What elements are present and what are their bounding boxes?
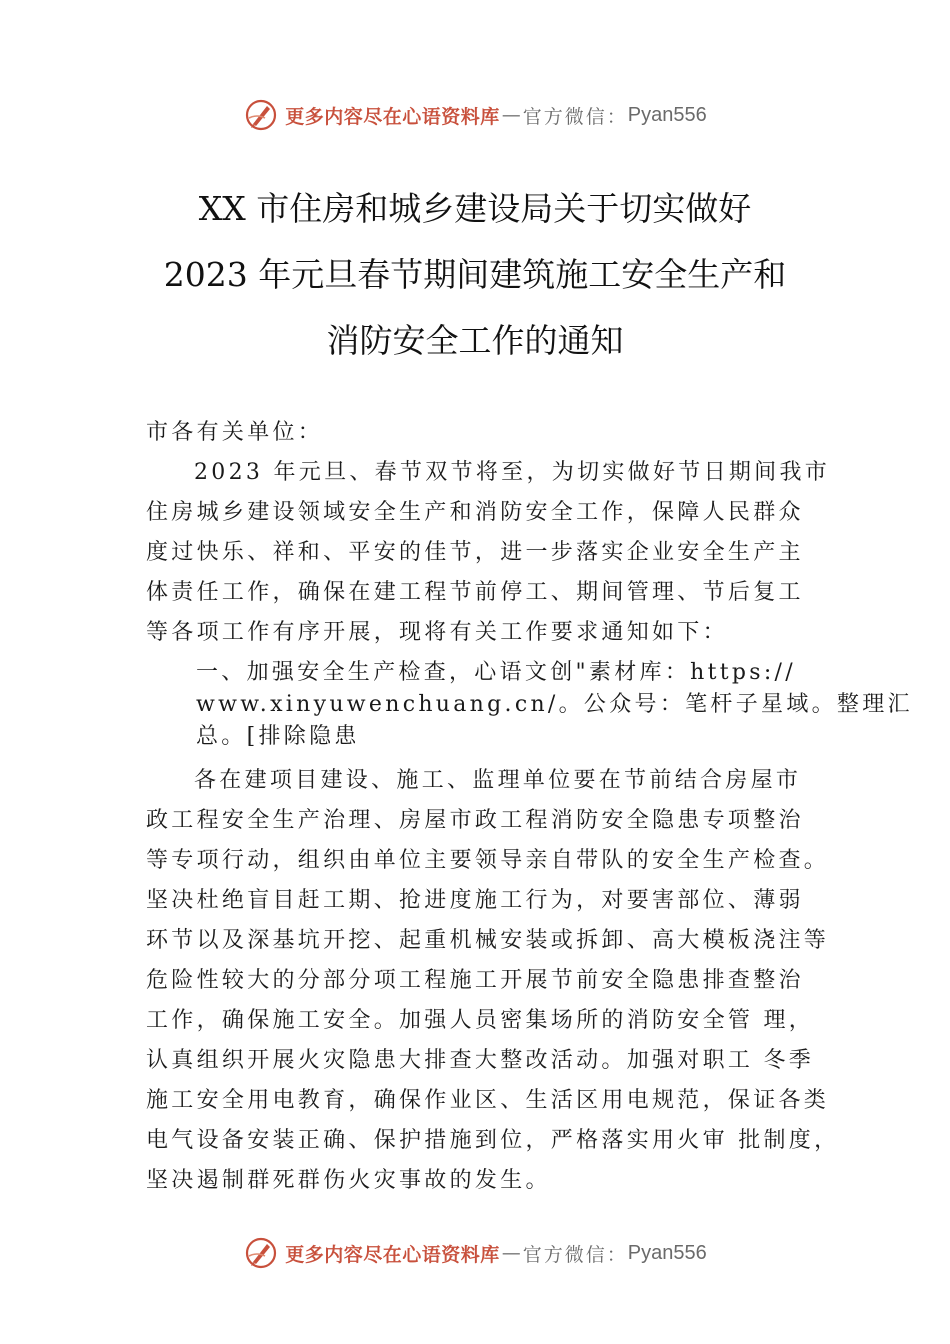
title-line-3: 消防安全工作的通知	[326, 321, 624, 360]
section-heading-line: 总。[排除隐患	[196, 724, 360, 749]
intro-line: 度过快乐、祥和、平安的佳节，进一步落实企业安全生产主	[146, 540, 804, 565]
paragraph-line: 各在建项目建设、施工、监理单位要在节前结合房屋市	[194, 768, 802, 793]
watermark-brand: 更多内容尽在心语资料库	[285, 1243, 500, 1266]
section-heading-line: www.xinyuwenchuang.cn/。公众号：笔杆子星域。整理汇	[196, 692, 913, 717]
intro-line: 等各项工作有序开展，现将有关工作要求通知如下：	[146, 620, 728, 645]
intro-line: 体责任工作，确保在建工程节前停工、期间管理、节后复工	[146, 580, 804, 605]
watermark-brand: 更多内容尽在心语资料库	[285, 105, 500, 128]
watermark-footer	[0, 1233, 950, 1273]
salutation: 市各有关单位：	[146, 420, 324, 445]
watermark-dash: —	[501, 1242, 521, 1264]
paragraph-line: 政工程安全生产治理、房屋市政工程消防安全隐患专项整治	[146, 808, 804, 833]
title-line-2: 2023 年元旦春节期间建筑施工安全生产和	[163, 255, 787, 294]
paragraph-line: 施工安全用电教育，确保作业区、生活区用电规范，保证各类	[146, 1088, 830, 1113]
watermark-wechat-id: Pyan556	[627, 103, 707, 126]
paragraph-line: 坚决遏制群死群伤火灾事故的发生。	[146, 1168, 551, 1193]
paragraph-line: 坚决杜绝盲目赶工期、抢进度施工行为，对要害部位、薄弱	[146, 888, 804, 913]
pen-logo-icon	[243, 97, 279, 133]
title-line-1: XX 市住房和城乡建设局关于切实做好	[198, 189, 752, 228]
watermark-header	[0, 95, 950, 135]
paragraph-line: 认真组织开展火灾隐患大排查大整改活动。加强对职工 冬季	[146, 1048, 815, 1073]
paragraph-line: 危险性较大的分部分项工程施工开展节前安全隐患排查整治	[146, 968, 804, 993]
watermark-dash: —	[501, 104, 521, 126]
document-title	[0, 176, 950, 374]
section-heading-line: 一、加强安全生产检查，心语文创"素材库：https://	[196, 660, 796, 685]
intro-line: 住房城乡建设领域安全生产和消防安全工作，保障人民群众	[146, 500, 804, 525]
watermark-wechat-label: 官方微信：	[522, 1243, 628, 1266]
watermark-wechat-label: 官方微信：	[522, 105, 628, 128]
paragraph-line: 电气设备安装正确、保护措施到位，严格落实用火审 批制度，	[146, 1128, 840, 1153]
document-body	[146, 413, 913, 1201]
paragraph-line: 等专项行动，组织由单位主要领导亲自带队的安全生产检查。	[146, 848, 830, 873]
paragraph-line: 工作，确保施工安全。加强人员密集场所的消防安全管 理，	[146, 1008, 815, 1033]
pen-logo-icon	[243, 1235, 279, 1271]
paragraph-line: 环节以及深基坑开挖、起重机械安装或拆卸、高大模板浇注等	[146, 928, 830, 953]
intro-line: 2023 年元旦、春节双节将至，为切实做好节日期间我市	[194, 460, 831, 485]
watermark-wechat-id: Pyan556	[627, 1241, 707, 1264]
